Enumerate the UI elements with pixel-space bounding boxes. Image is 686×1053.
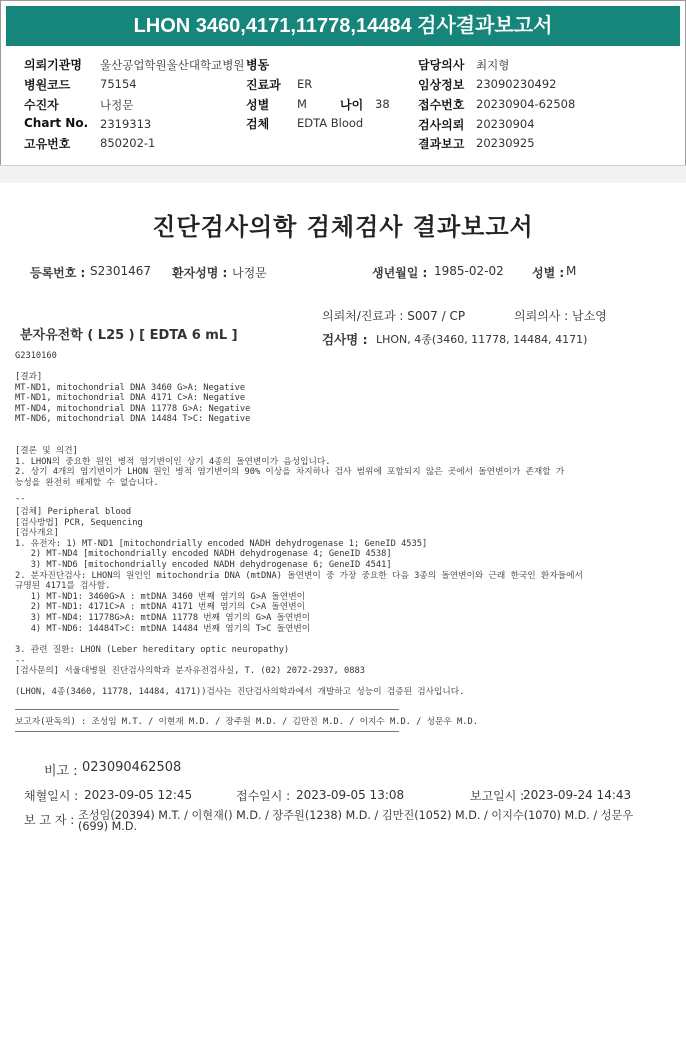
sex-value: M bbox=[297, 97, 307, 111]
sex-label: 성별 bbox=[246, 98, 270, 112]
disease-block: 3. 관련 질환: LHON (Leber hereditary optic neuropathy) -- bbox=[15, 645, 290, 666]
specimen-label: 검체 bbox=[246, 117, 270, 131]
doctor-value: 최지형 bbox=[476, 58, 510, 72]
collection-value: 2023-09-05 12:45 bbox=[84, 788, 193, 802]
divider-bottom bbox=[15, 731, 399, 732]
conclusion-block: [결론 및 의견] 1. LHON의 중요한 원인 병적 염기변이인 상기 4종의 돌연변이가 음성입니다. 2. 상기 4개의 염기변이가 LHON 원인 병적 염기변이의 90% 이상을 차지하나 검사 범위에 포함되지 않은 곳에서 돌연변이가 존재할 가 능성을 완전히 배제할 수 없습니다. bbox=[15, 446, 565, 488]
birthdate-label: 생년월일 : bbox=[372, 266, 428, 280]
results-block: [결과] MT-ND1, mitochondrial DNA 3460 G>A: Negative MT-ND1, mitochondrial DNA 4171 C>A: Negative MT-ND4, mitochondrial DNA 11778 G>A: Negative MT-ND6, mitochondrial DNA 14484 T>C: Negative bbox=[15, 372, 251, 425]
receipt-time-value: 2023-09-05 13:08 bbox=[296, 788, 405, 802]
age-value: 38 bbox=[375, 97, 390, 111]
patient-label: 수진자 bbox=[24, 98, 59, 112]
divider-top bbox=[15, 709, 399, 710]
receipt-time-label: 접수일시 : bbox=[236, 789, 291, 803]
reporter-value-line2: (699) M.D. bbox=[78, 820, 138, 833]
patient-name-label: 환자성명 : bbox=[172, 266, 228, 280]
details-block: [검체] Peripheral blood [검사방법] PCR, Sequencing [검사개요] 1. 유전자: 1) MT-ND1 [mitochondrially encoded NADH dehydrogenase 1; GeneID 4535] 2) MT-ND4 [mitochondrially encoded NADH dehydrogenase 4; GeneID 4538] 3) MT-ND6 [mitochondrially encoded NADH dehydrogenase 6; GeneID 4541] 2. 분자진단검사: LHON의 원인인 mitochondria DNA (mtDNA) 돌연변이 중 가장 중요한 다음 3종의 돌연변이와 근래 한국인 환자들에서 규명된 4171를 검사함. 1) MT-ND1: 3460G>A : mtDNA 3460 번째 염기의 G>A 돌연변이 2) MT-ND1: 4171C>A : mtDNA 4171 번째 염기의 C>A 돌연변이 3) MT-ND4: 11778G>A: mtDNA 11778 번째 염기의 G>A 돌연변이 4) MT-ND6: 14484T>C: mtDNA 14484 번째 염기의 T>C 돌연변이 bbox=[15, 507, 583, 634]
hospital-code-label: 병원코드 bbox=[24, 78, 71, 92]
report-header-title: LHON 3460,4171,11778,14484 검사결과보고서 bbox=[6, 6, 680, 46]
report-date-label: 결과보고 bbox=[418, 137, 465, 151]
collection-label: 채혈일시 : bbox=[24, 789, 79, 803]
doctor-label: 담당의사 bbox=[418, 58, 465, 72]
hospital-code-value: 75154 bbox=[100, 77, 137, 91]
report-date-value: 20230925 bbox=[476, 136, 535, 150]
section-separator bbox=[0, 165, 686, 184]
department-value: ER bbox=[297, 77, 313, 91]
report-title: 진단검사의학 검체검사 결과보고서 bbox=[152, 213, 534, 241]
department-label: 진료과 bbox=[246, 78, 281, 92]
chart-no-label: Chart No. bbox=[24, 116, 89, 130]
reporter-label: 보 고 자 : bbox=[24, 813, 75, 827]
dash-separator: -- bbox=[15, 494, 26, 504]
request-date-value: 20230904 bbox=[476, 117, 535, 131]
report-sex-value: M bbox=[566, 264, 577, 278]
inquiry-line: [검사문의] 서울대병원 진단검사의학과 분자유전검사실, T. (02) 2072-2937, 0883 bbox=[15, 666, 365, 676]
receipt-no-value: 20230904-62508 bbox=[476, 97, 576, 111]
clinical-info-value: 23090230492 bbox=[476, 77, 557, 91]
request-date-label: 검사의뢰 bbox=[418, 118, 465, 132]
chart-no-value: 2319313 bbox=[100, 117, 152, 131]
test-name-label: 검사명 : bbox=[322, 332, 368, 347]
reporter-value-line1: 조성임(20394) M.T. / 이현재() M.D. / 장주원(1238) M.D. / 김만진(1052) M.D. / 이지수(1070) M.D. / 성문우 bbox=[78, 809, 634, 822]
birthdate-value: 1985-02-02 bbox=[434, 264, 504, 278]
institution-label: 의뢰기관명 bbox=[24, 58, 82, 72]
reporters-line: 보고자(판독의) : 조성임 M.T. / 이현재 M.D. / 장주원 M.D. / 김만진 M.D. / 이지수 M.D. / 성문우 M.D. bbox=[15, 717, 478, 727]
age-label: 나이 bbox=[340, 98, 364, 112]
registration-label: 등록번호 : bbox=[30, 266, 86, 280]
requesting-doctor: 의뢰의사 : 남소영 bbox=[514, 309, 607, 323]
requesting-dept: 의뢰처/진료과 : S007 / CP bbox=[322, 309, 466, 323]
report-sex-label: 성별 : bbox=[532, 266, 565, 280]
ward-label: 병동 bbox=[246, 58, 270, 72]
patient-value: 나정문 bbox=[100, 98, 134, 112]
test-name-value: LHON, 4종(3460, 11778, 14484, 4171) bbox=[376, 333, 588, 346]
report-time-label: 보고일시 : bbox=[470, 789, 525, 803]
unique-id-value: 850202-1 bbox=[100, 136, 156, 150]
institution-value: 울산공업학원울산대학교병원 bbox=[100, 58, 245, 72]
receipt-no-label: 접수번호 bbox=[418, 98, 465, 112]
clinical-info-label: 임상정보 bbox=[418, 78, 465, 92]
unique-id-label: 고유번호 bbox=[24, 137, 71, 151]
section-title: 분자유전학 ( L25 ) [ EDTA 6 mL ] bbox=[20, 328, 238, 343]
report-time-value: 2023-09-24 14:43 bbox=[523, 788, 632, 802]
remark-label: 비고 : bbox=[44, 764, 78, 779]
validation-note: (LHON, 4종(3460, 11778, 14484, 4171))검사는 진단검사의학과에서 개발하고 성능이 검증된 검사입니다. bbox=[15, 687, 465, 697]
specimen-value: EDTA Blood bbox=[297, 116, 364, 130]
specimen-code: G2310160 bbox=[15, 351, 57, 361]
patient-name-value: 나정문 bbox=[232, 266, 267, 280]
remark-value: 023090462508 bbox=[82, 760, 182, 775]
registration-value: S2301467 bbox=[90, 264, 152, 278]
